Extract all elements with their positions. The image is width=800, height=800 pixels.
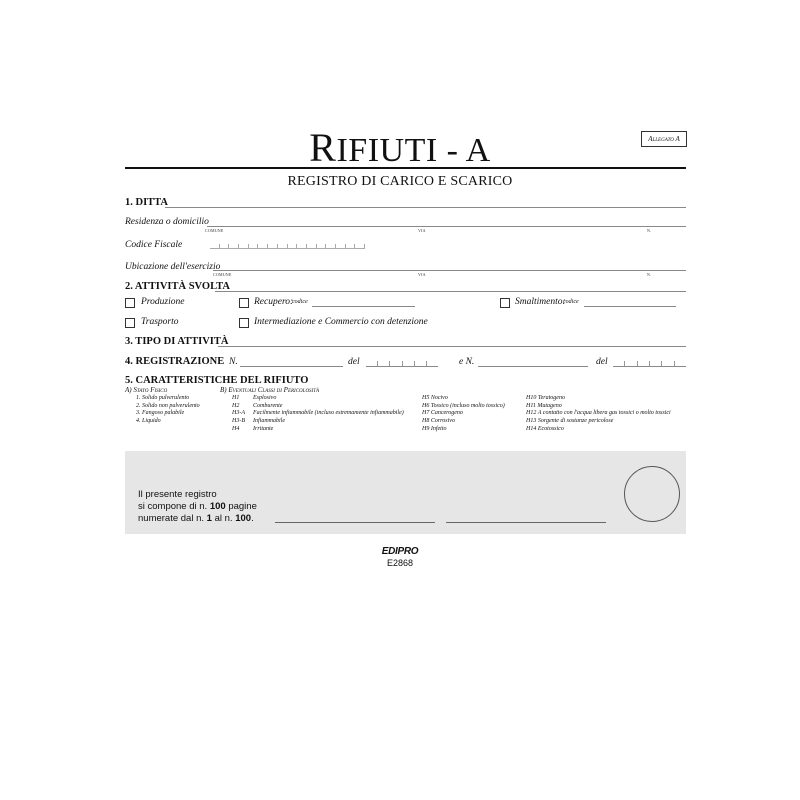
- recupero-codice-line[interactable]: [312, 306, 415, 307]
- stato-fisico-list: [136, 395, 200, 426]
- section-tipo-heading: 3. TIPO DI ATTIVITÀ: [125, 336, 229, 347]
- section-attivita-heading: 2. ATTIVITÀ SVOLTA: [125, 281, 230, 292]
- registrazione-date-2[interactable]: [613, 356, 686, 367]
- ubicazione-comune-caption: COMUNE: [213, 272, 232, 277]
- attivita-line: [215, 291, 686, 292]
- produzione-label: Produzione: [141, 297, 185, 307]
- registrazione-n-label: N.: [229, 357, 238, 367]
- classe-item: H9 Infetto: [422, 425, 447, 432]
- document-title: RIFIUTI - A: [309, 125, 491, 170]
- classi-desc-col-1: [253, 395, 404, 434]
- classi-codes-col-1: [232, 395, 245, 434]
- intermediazione-checkbox[interactable]: [239, 318, 249, 328]
- classe-item: H7 Cancerogeno: [422, 410, 463, 417]
- edipro-logo: EDIPRO: [381, 546, 419, 557]
- smaltimento-checkbox[interactable]: [500, 298, 510, 308]
- smaltimento-label: Smaltimento:: [515, 297, 566, 307]
- stato-fisico-item: 3. Fangoso palabile: [136, 410, 185, 417]
- classe-item: H8 Corrosivo: [422, 418, 455, 425]
- trasporto-checkbox[interactable]: [125, 318, 135, 328]
- registrazione-n-line[interactable]: [240, 366, 343, 367]
- residenza-n-caption: N.: [647, 228, 652, 233]
- trasporto-label: Trasporto: [141, 317, 179, 327]
- register-page-count-text: Il presente registro si compone di n. 100 pagine numerate dal n. 1 al n. 100.: [138, 489, 257, 524]
- ditta-line[interactable]: [165, 207, 686, 208]
- ubicazione-label: Ubicazione dell'esercizio: [125, 262, 221, 272]
- classe-desc: Infiammabile: [253, 418, 285, 425]
- title-rule: [125, 167, 686, 169]
- classe-desc: Facilmente infiammabile (incluso estremamente infiammabile): [253, 410, 404, 417]
- register-page-from: 1: [206, 513, 212, 524]
- stato-fisico-heading: A) Stato Fisico: [125, 386, 168, 394]
- classe-code: H4: [232, 425, 240, 432]
- classe-desc: Comburente: [253, 402, 283, 409]
- ubicazione-via-caption: VIA: [418, 272, 426, 277]
- classi-col-3: [526, 395, 671, 434]
- signature-line-2[interactable]: [446, 522, 606, 523]
- classe-item: H12 A contatto con l'acqua libera gas tossici o molto tossici: [526, 410, 671, 417]
- registrazione-del2-label: del: [596, 357, 608, 367]
- classe-desc: Esplosivo: [253, 395, 277, 401]
- classe-code: H2: [232, 402, 240, 409]
- classe-code: H1: [232, 395, 240, 401]
- register-page-to: 100: [235, 513, 252, 524]
- smaltimento-codice-line[interactable]: [584, 306, 676, 307]
- classe-code: H3-B: [232, 418, 245, 425]
- section-caratteristiche-heading: 5. CARATTERISTICHE DEL RIFIUTO: [125, 375, 309, 386]
- codice-fiscale-boxes[interactable]: [210, 237, 365, 249]
- section-registrazione-heading: 4. REGISTRAZIONE: [125, 356, 225, 367]
- classi-col-2: [422, 395, 505, 434]
- allegato-badge: Allegato A: [641, 131, 687, 147]
- ubicazione-n-caption: N.: [647, 272, 652, 277]
- classe-item: H10 Teratogeno: [526, 395, 565, 401]
- registrazione-del-label: del: [348, 357, 360, 367]
- residenza-via-caption: VIA: [418, 228, 426, 233]
- recupero-codice-caption: codice: [292, 299, 308, 305]
- stamp-circle: [624, 466, 680, 522]
- classe-item: H11 Mutageno: [526, 402, 562, 409]
- stato-fisico-item: 1. Solido pulverulento: [136, 395, 190, 401]
- stato-fisico-item: 2. Solido non pulverulento: [136, 402, 200, 409]
- classe-item: H6 Tossico (incluso molto tossico): [422, 402, 505, 409]
- codice-fiscale-label: Codice Fiscale: [125, 240, 183, 250]
- classi-pericolosita-heading: B) Eventuali Classi di Pericolosità: [220, 386, 320, 394]
- residenza-line[interactable]: [207, 226, 686, 227]
- recupero-checkbox[interactable]: [239, 298, 249, 308]
- tipo-attivita-line[interactable]: [218, 346, 686, 347]
- classe-item: H14 Ecotossico: [526, 425, 564, 432]
- signature-line-1[interactable]: [275, 522, 435, 523]
- ubicazione-line[interactable]: [213, 270, 686, 271]
- register-page-total: 100: [209, 501, 226, 512]
- product-code: E2868: [386, 558, 414, 568]
- classe-code: H3-A: [232, 410, 245, 417]
- classe-item: H13 Sorgente di sostanze pericolose: [526, 418, 614, 425]
- stato-fisico-item: 4. Liquido: [136, 418, 161, 425]
- recupero-label: Recupero:: [254, 297, 294, 307]
- document-subtitle: REGISTRO DI CARICO E SCARICO: [287, 174, 513, 189]
- produzione-checkbox[interactable]: [125, 298, 135, 308]
- classe-desc: Irritante: [253, 425, 274, 432]
- classe-item: H5 Nocivo: [422, 395, 448, 401]
- smaltimento-codice-caption: codice: [563, 299, 579, 305]
- registrazione-en-line[interactable]: [478, 366, 588, 367]
- intermediazione-label: Intermediazione e Commercio con detenzione: [254, 317, 428, 327]
- registrazione-date-1[interactable]: [366, 356, 438, 367]
- section-ditta-heading: 1. DITTA: [125, 197, 168, 208]
- registrazione-en-label: e N.: [459, 357, 475, 367]
- residenza-comune-caption: COMUNE: [205, 228, 224, 233]
- residenza-label: Residenza o domicilio: [125, 217, 209, 227]
